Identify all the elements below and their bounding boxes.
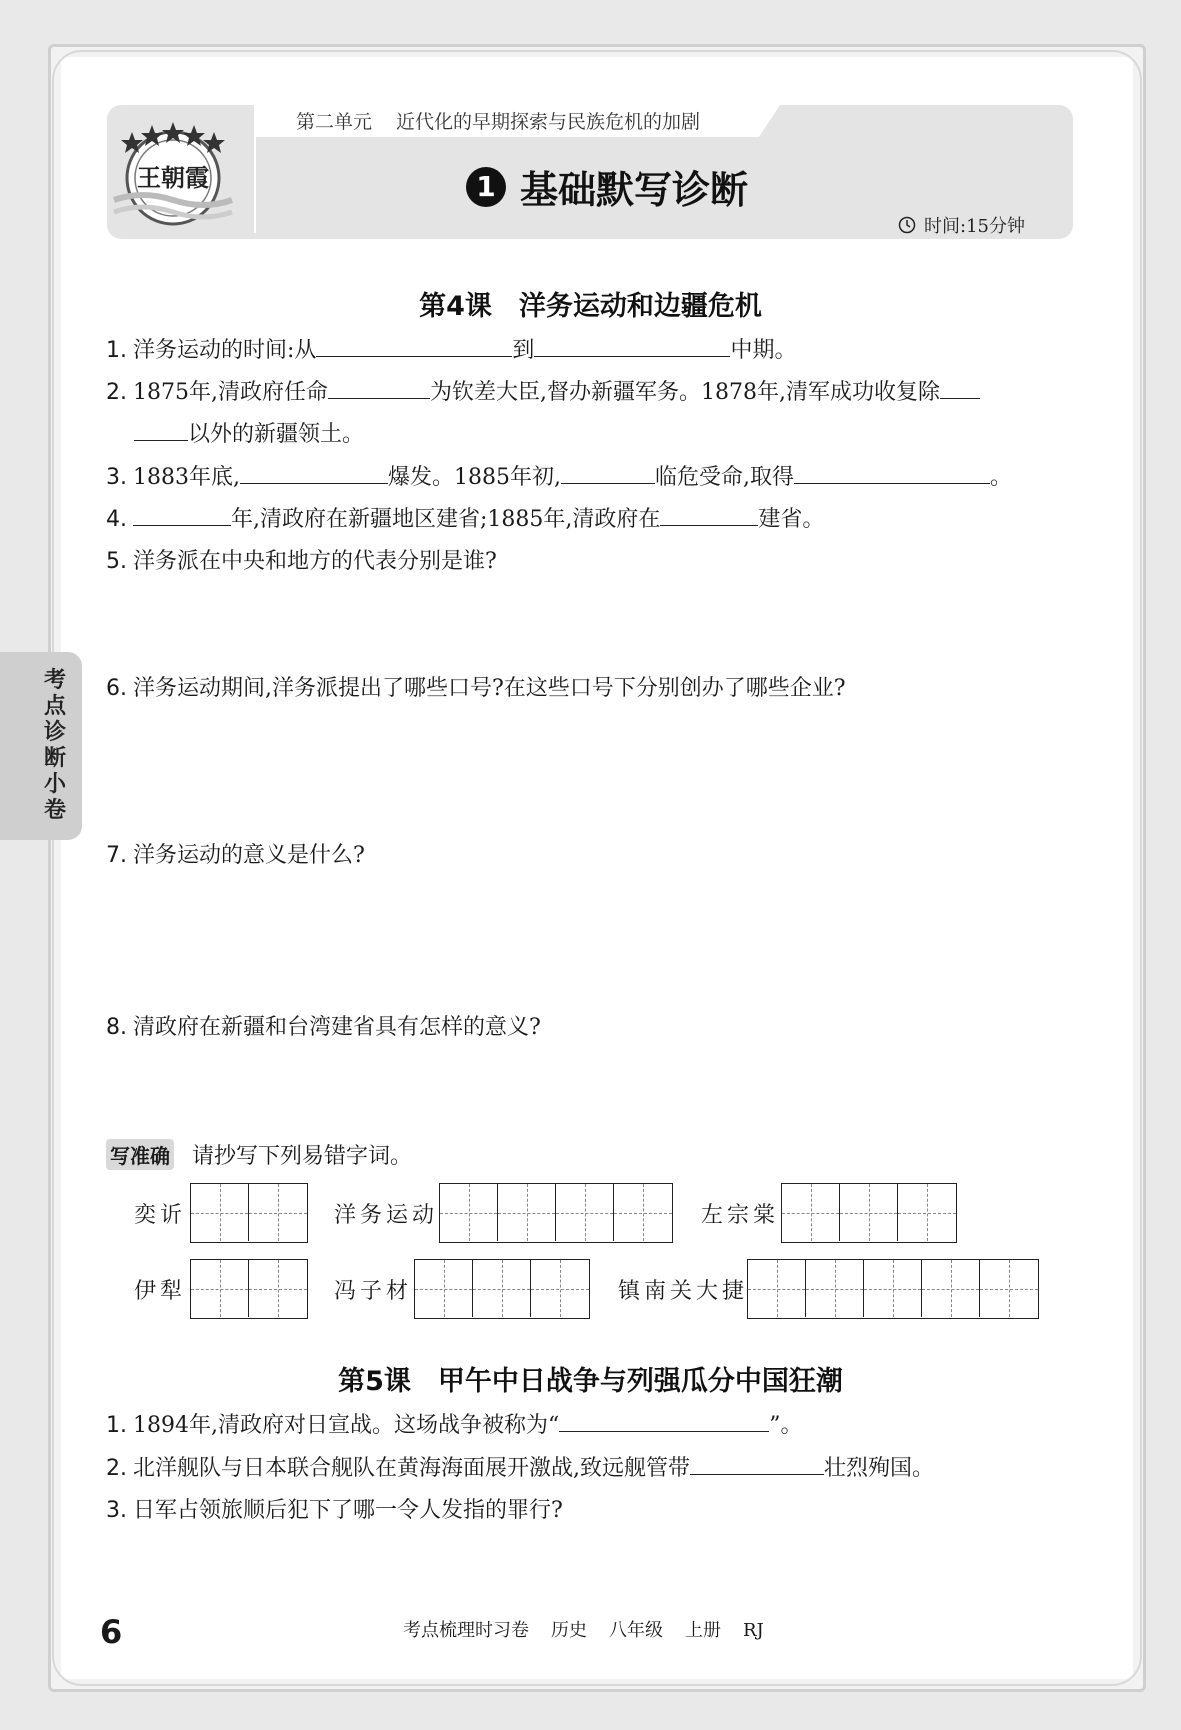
lesson4-question-6: 6. 洋务运动期间,洋务派提出了哪些口号?在这些口号下分别创办了哪些企业? — [106, 676, 846, 701]
word-label: 伊犁 — [134, 1279, 187, 1304]
word-label: 镇南关大捷 — [618, 1279, 749, 1304]
clock-icon — [898, 216, 916, 234]
answer-blank[interactable] — [240, 462, 388, 484]
answer-blank[interactable] — [561, 462, 655, 484]
answer-blank[interactable] — [316, 335, 512, 357]
lesson4-question-7: 7. 洋务运动的意义是什么? — [106, 843, 365, 868]
lesson4-question-5: 5. 洋务派在中央和地方的代表分别是谁? — [106, 549, 497, 574]
time-text: 时间:15分钟 — [924, 216, 1025, 237]
lesson5-question-2: 2. 北洋舰队与日本联合舰队在黄海海面展开激战,致远舰管带 壮烈殉国。 — [106, 1451, 934, 1482]
writing-grid[interactable] — [190, 1259, 308, 1319]
answer-blank[interactable] — [690, 1453, 824, 1475]
side-tab-label: 考点诊断小卷 — [43, 668, 66, 823]
lesson4-question-4: 4. 年,清政府在新疆地区建省;1885年,清政府在 建省。 — [106, 502, 824, 533]
lesson4-title: 第4课 洋务运动和边疆危机 — [419, 291, 762, 322]
writing-grid[interactable] — [781, 1183, 957, 1243]
lesson4-question-2: 2. 1875年,清政府任命 为钦差大臣,督办新疆军务。1878年,清军成功收复除 — [106, 375, 980, 406]
writing-grid[interactable] — [747, 1259, 1039, 1319]
logo-divider — [254, 105, 256, 233]
publisher-logo — [112, 120, 234, 230]
quiz-number-badge: 1 — [466, 167, 506, 207]
word-label: 左宗棠 — [701, 1203, 780, 1228]
lesson5-question-3: 3. 日军占领旅顺后犯下了哪一令人发指的罪行? — [106, 1498, 563, 1523]
answer-blank[interactable] — [660, 504, 758, 526]
lesson5-title: 第5课 甲午中日战争与列强瓜分中国狂潮 — [338, 1366, 843, 1397]
unit-label: 第二单元 — [296, 111, 373, 133]
write-correct-label: 写准确 — [106, 1139, 174, 1170]
answer-blank[interactable] — [559, 1410, 769, 1432]
lesson4-question-3: 3. 1883年底, 爆发。1885年初, 临危受命,取得 。 — [106, 460, 1012, 491]
write-instruction: 请抄写下列易错字词。 — [192, 1144, 413, 1169]
page-number: 6 — [100, 1613, 123, 1651]
writing-grid[interactable] — [190, 1183, 308, 1243]
writing-grid[interactable] — [439, 1183, 673, 1243]
lesson4-question-2-cont: 以外的新疆领土。 — [134, 417, 364, 448]
lesson4-question-8: 8. 清政府在新疆和台湾建省具有怎样的意义? — [106, 1015, 541, 1040]
answer-blank[interactable] — [794, 462, 990, 484]
answer-blank[interactable] — [133, 504, 231, 526]
svg-text:王朝霞: 王朝霞 — [137, 163, 209, 192]
word-label: 冯子材 — [334, 1279, 413, 1304]
unit-name: 近代化的早期探索与民族危机的加剧 — [396, 111, 701, 133]
answer-blank[interactable] — [940, 377, 980, 399]
lesson4-question-1: 1. 洋务运动的时间:从 到 中期。 — [106, 333, 796, 364]
unit-title — [296, 107, 724, 134]
footer: 考点梳理时习卷 历史 八年级 上册 RJ — [403, 1620, 764, 1641]
quiz-title — [466, 159, 748, 214]
writing-grid[interactable] — [414, 1259, 590, 1319]
answer-blank[interactable] — [534, 335, 730, 357]
word-label: 奕䜣 — [134, 1203, 187, 1228]
answer-blank[interactable] — [134, 419, 188, 441]
answer-blank[interactable] — [328, 377, 430, 399]
word-label: 洋务运动 — [334, 1203, 439, 1228]
quiz-title-text: 基础默写诊断 — [520, 168, 749, 212]
lesson5-question-1: 1. 1894年,清政府对日宣战。这场战争被称为“ ”。 — [106, 1408, 802, 1439]
time-limit — [898, 212, 1025, 238]
